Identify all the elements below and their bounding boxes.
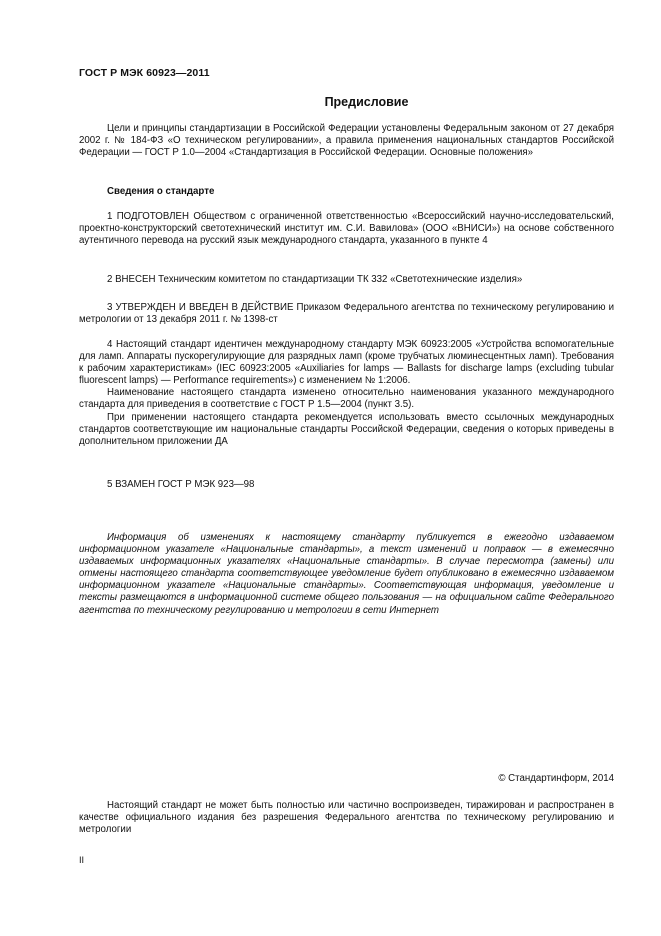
item-1: 1 ПОДГОТОВЛЕН Обществом с ограниченной ответственностью «Всероссийский научно-исследовательский, проектно-конструкторский светотехнический институт им. С.И. Вавилова» (ООО «ВНИСИ») на основе собственного аутентичного перевода на русский язык международного стандарта, указанного в пункте 4 <box>79 211 614 247</box>
item-5-block <box>79 479 614 491</box>
item-4-references-note: При применении настоящего стандарта рекомендуется использовать вместо ссылочных международных стандартов соответствующие им национальные стандарты Российской Федерации, сведения о которых приведены в дополнительном приложении ДА <box>79 411 614 447</box>
copyright: © Стандартинформ, 2014 <box>498 773 614 784</box>
item-1-block <box>79 211 614 247</box>
footer-note: Настоящий стандарт не может быть полностью или частично воспроизведен, тиражирован и распространен в качестве официального издания без разрешения Федерального агентства по техническому регулированию и метрологии <box>79 800 614 836</box>
info-heading: Сведения о стандарте <box>107 186 215 197</box>
page-number: II <box>79 855 85 865</box>
item-2-block <box>79 274 614 286</box>
notice-paragraph: Информация об изменениях к настоящему стандарту публикуется в ежегодно издаваемом информационном указателе «Национальные стандарты», а текст изменений и поправок — в ежемесячно издаваемых информационных указателях «Национальные стандарты». В случае пересмотра (замены) или отмены настоящего стандарта соответствующее уведомление будет опубликовано в ежемесячно издаваемом информационном указателе «Национальные стандарты». Соответствующая информация, уведомление и тексты размещаются в информационной системе общего пользования — на официальном сайте Федерального агентства по техническому регулированию и метрологии в сети Интернет <box>79 532 614 616</box>
item-4-name-note: Наименование настоящего стандарта изменено относительно наименования указанного международного стандарта для приведения в соответствие с ГОСТ Р 1.5—2004 (пункт 3.5). <box>79 387 614 411</box>
item-2: 2 ВНЕСЕН Техническим комитетом по стандартизации ТК 332 «Светотехнические изделия» <box>107 274 523 285</box>
item-3: 3 УТВЕРЖДЕН И ВВЕДЕН В ДЕЙСТВИЕ Приказом Федерального агентства по техническому регулированию и метрологии от 13 декабря 2011 г. № 1398-ст <box>79 302 614 326</box>
intro-paragraph: Цели и принципы стандартизации в Российской Федерации установлены Федеральным законом от 27 декабря 2002 г. № 184-ФЗ «О техническом регулировании», а правила применения национальных стандартов Российской Федерации — ГОСТ Р 1.0—2004 «Стандартизация в Российской Федерации. Основные положения» <box>79 123 614 159</box>
footer-note-block <box>79 800 614 836</box>
page-title: Предисловие <box>324 95 409 109</box>
item-4-block <box>79 339 614 448</box>
item-3-block <box>79 302 614 326</box>
notice-block <box>79 532 614 617</box>
info-heading-block <box>79 186 614 198</box>
item-5: 5 ВЗАМЕН ГОСТ Р МЭК 923—98 <box>107 479 255 490</box>
document-code: ГОСТ Р МЭК 60923—2011 <box>79 67 210 79</box>
intro-block <box>79 123 614 159</box>
item-4: 4 Настоящий стандарт идентичен международному стандарту МЭК 60923:2005 «Устройства вспомогательные для ламп. Аппараты пускорегулирующие для разрядных ламп (кроме трубчатых люминесцентных ламп). Требования к рабочим характеристикам» (IEC 60923:2005 «Auxiliaries for lamps — Ballasts for discharge lamps (excluding tubular fluorescent lamps) — Performance requirements») с изменением № 1:2006. <box>79 339 614 387</box>
